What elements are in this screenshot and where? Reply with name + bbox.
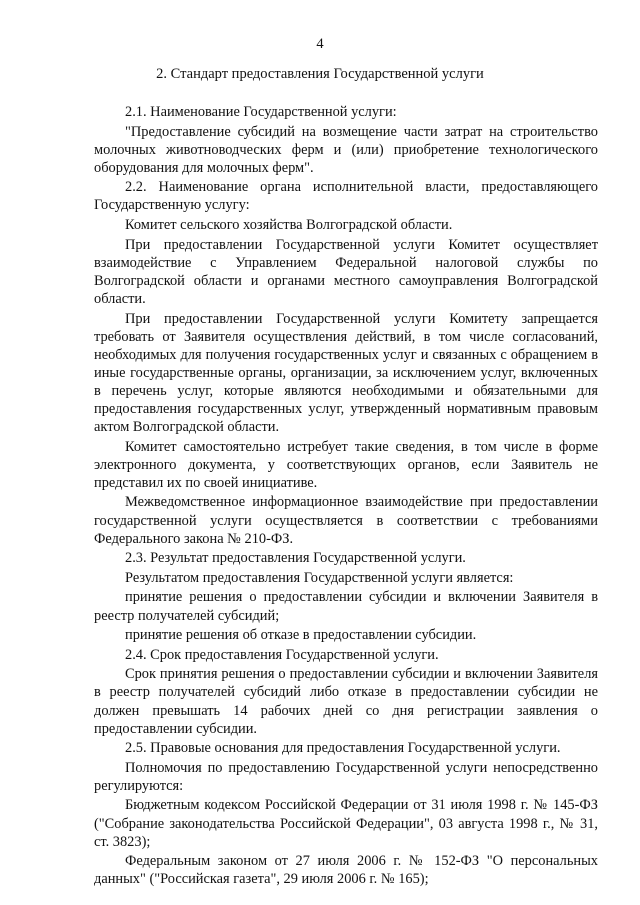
paragraph: Межведомственное информационное взаимодействие при предоставлении государственной услуги осуществляется в соответствии с требованиями Федерального закона № 210-ФЗ. <box>94 494 598 547</box>
section-heading: 2. Стандарт предоставления Государственной услуги <box>156 66 484 82</box>
paragraph: 2.1. Наименование Государственной услуги: <box>125 104 397 120</box>
paragraph: Федеральным законом от 27 июля 2006 г. № 152-ФЗ "О персональных данных" ("Российская газета", 29 июля 2006 г. № 165); <box>94 853 598 888</box>
paragraph: Комитет самостоятельно истребует такие сведения, в том числе в форме электронного документа, у соответствующих органов, если Заявитель не представил их по своей инициативе. <box>94 438 598 491</box>
paragraph: "Предоставление субсидий на возмещение части затрат на строительство молочных животноводческих ферм и (или) приобретение технологического оборудования для молочных ферм". <box>94 123 598 176</box>
paragraph: При предоставлении Государственной услуги Комитету запрещается требовать от Заявителя осуществления действий, в том числе согласований, необходимых для получения государственных услуг и связанных с обращением в иные государственные органы, организации, за исключением услуг, включенных в перечень услуг, которые являются необходимыми и обязательными для предоставления государственных услуг, утвержденный нормативным правовым актом Волгоградской области. <box>94 310 598 436</box>
paragraph: 2.5. Правовые основания для предоставления Государственной услуги. <box>125 740 561 757</box>
paragraph: Срок принятия решения о предоставлении субсидии и включении Заявителя в реестр получателей субсидий либо отказе в предоставлении субсидии не должен превышать 14 рабочих дней со дня регистрации заявления о предоставлении субсидии. <box>94 666 598 737</box>
paragraph: 2.4. Срок предоставления Государственной услуги. <box>125 646 439 663</box>
paragraph: принятие решения об отказе в предоставлении субсидии. <box>125 627 477 644</box>
paragraph: 2.3. Результат предоставления Государственной услуги. <box>125 550 466 567</box>
paragraph: Результатом предоставления Государственной услуги является: <box>125 569 514 586</box>
paragraph: Бюджетным кодексом Российской Федерации от 31 июля 1998 г. № 145-ФЗ ("Собрание законодательства Российской Федерации", 03 августа 1998 г., № 31, ст. 3823); <box>94 797 598 850</box>
page-number: 4 <box>316 36 324 52</box>
paragraph: Полномочия по предоставлению Государственной услуги непосредственно регулируются: <box>94 759 598 794</box>
paragraph: принятие решения о предоставлении субсидии и включении Заявителя в реестр получателей субсидий; <box>94 589 598 624</box>
document-body <box>94 103 598 890</box>
paragraph: 2.2. Наименование органа исполнительной власти, предоставляющего Государственную услугу: <box>94 179 598 214</box>
paragraph: Комитет сельского хозяйства Волгоградской области. <box>125 217 453 234</box>
paragraph: При предоставлении Государственной услуги Комитет осуществляет взаимодействие с Управлением Федеральной налоговой службы по Волгоградской области и органами местного самоуправления Волгоградской области. <box>94 236 598 307</box>
